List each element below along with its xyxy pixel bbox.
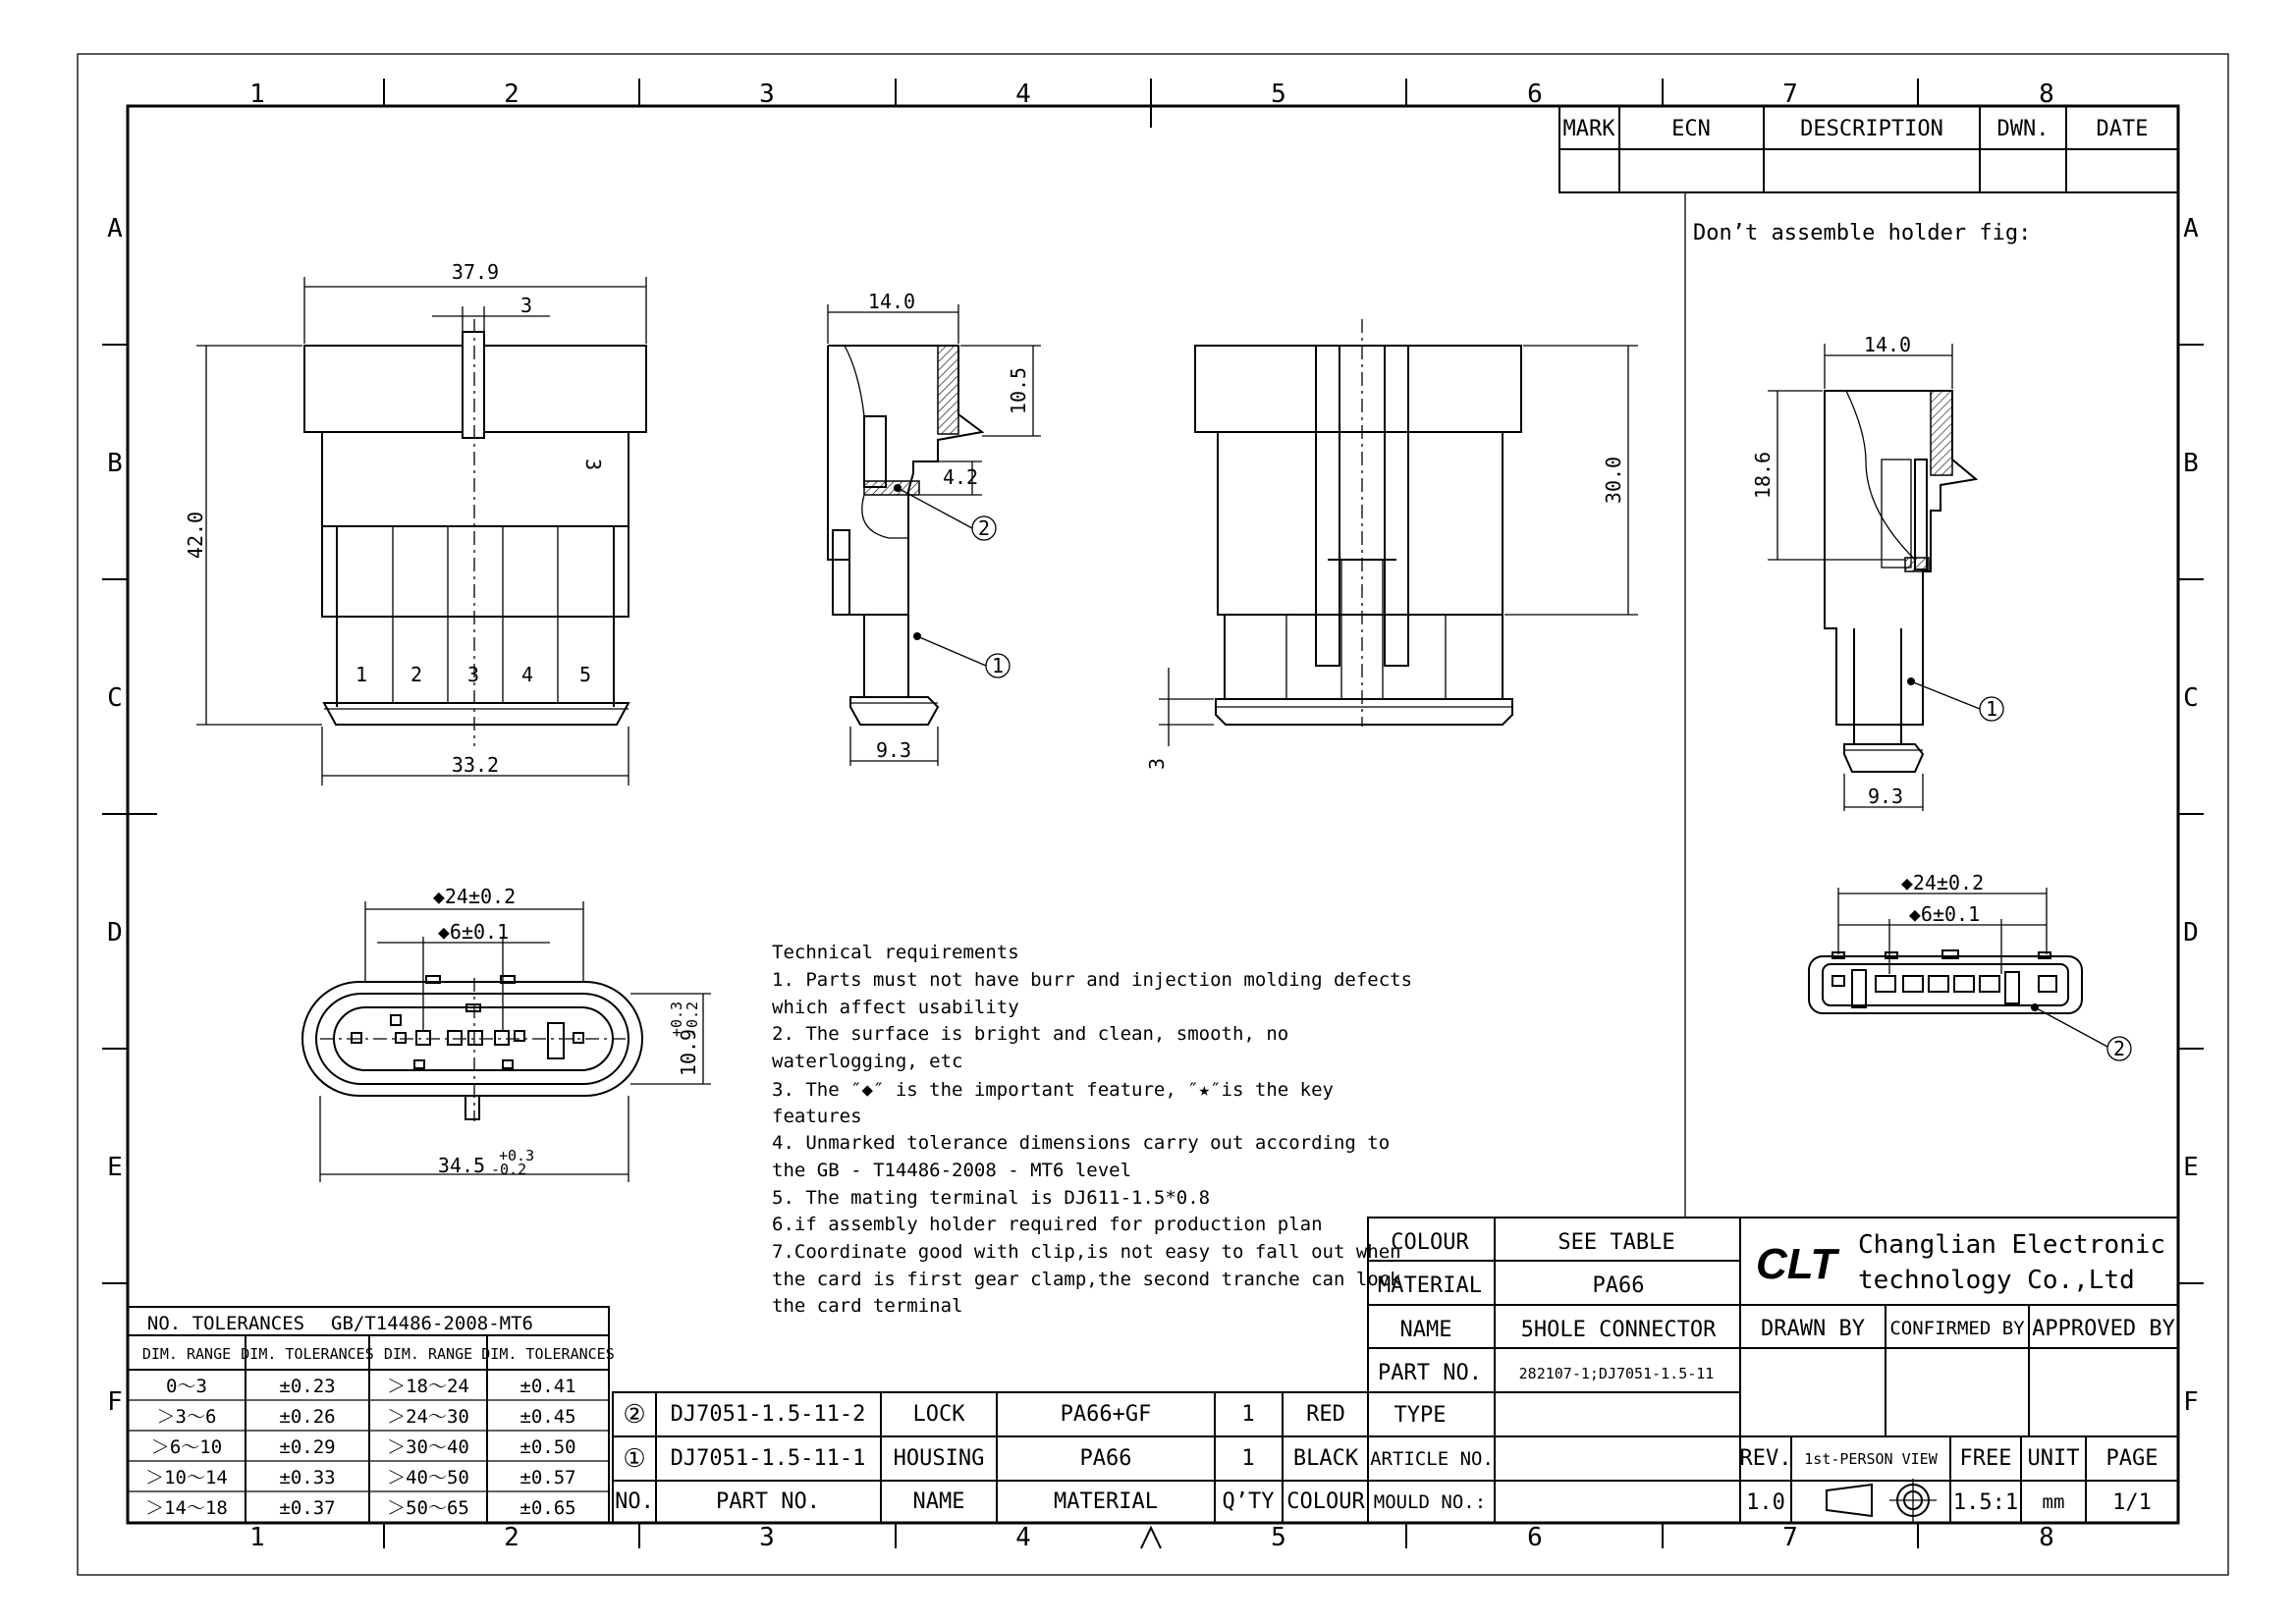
holder-view xyxy=(1751,333,2003,811)
col-label-1-bottom: 1 xyxy=(249,1523,265,1552)
technical-requirements xyxy=(772,942,1412,1317)
tol-title-right: GB/T14486-2008-MT6 xyxy=(331,1313,533,1334)
dim-side-right: 10.5 xyxy=(1007,366,1030,415)
pin-label-4: 4 xyxy=(520,663,534,686)
col-label-3: 3 xyxy=(759,80,775,109)
tech-req-line-2: which affect usability xyxy=(772,997,1019,1018)
col-label-2-bottom: 2 xyxy=(504,1523,519,1552)
dim-front-width: 37.9 xyxy=(451,260,500,284)
tb-approved-by: APPROVED BY xyxy=(2032,1317,2175,1341)
callout-1-holder: 1 xyxy=(1985,697,1998,721)
tb-free-label: FREE xyxy=(1959,1446,2012,1471)
tb-material-label: MATERIAL xyxy=(1378,1273,1482,1298)
row-label-a-right: A xyxy=(2183,214,2199,244)
col-label-5-bottom: 5 xyxy=(1271,1523,1286,1552)
tb-colour-value: SEE TABLE xyxy=(1558,1230,1675,1255)
bom-row-1-part: DJ7051-1.5-11-2 xyxy=(670,1402,866,1427)
tb-rev-label: REV. xyxy=(1739,1446,1792,1471)
tol-row-4-range-1: ＞10～14 xyxy=(145,1467,228,1489)
tb-partno-value: 282107-1;DJ7051-1.5-11 xyxy=(1518,1365,1715,1382)
col-label-8-bottom: 8 xyxy=(2039,1523,2054,1552)
tech-req-line-7: 4. Unmarked tolerance dimensions carry out according to xyxy=(772,1132,1391,1154)
tech-req-line-1: 1. Parts must not have burr and injection molding defects xyxy=(772,969,1413,991)
bom-row-2-part: DJ7051-1.5-11-1 xyxy=(670,1446,866,1471)
tol-row-5-tol-1: ±0.37 xyxy=(279,1497,336,1519)
tech-req-line-12: the card is first gear clamp,the second tranche can lock xyxy=(772,1269,1401,1290)
bom-row-1-no: ② xyxy=(623,1400,646,1430)
row-label-f-right: F xyxy=(2183,1387,2199,1417)
callout-2-holder: 2 xyxy=(2112,1037,2126,1060)
tol-header-tol-2: DIM. TOLERANCES xyxy=(481,1345,615,1363)
dim-side-bottom: 9.3 xyxy=(875,738,912,762)
col-label-1: 1 xyxy=(249,80,265,109)
side-view xyxy=(828,290,1041,766)
dim-face-width-tol-plus: +0.3 xyxy=(499,1147,535,1164)
rev-header-ecn: ECN xyxy=(1671,117,1711,141)
dim-face-inner: ◆6±0.1 xyxy=(437,920,510,944)
row-label-c: C xyxy=(107,683,123,713)
tb-scale-value: 1.5:1 xyxy=(1952,1490,2019,1515)
bom-row-1-name: LOCK xyxy=(912,1402,965,1427)
bom-table xyxy=(613,1392,1368,1523)
bom-row-1-qty: 1 xyxy=(1241,1402,1255,1427)
tb-partno-label: PART NO. xyxy=(1378,1361,1482,1385)
bom-header-no: NO. xyxy=(615,1489,654,1514)
dim-holder-left: 18.6 xyxy=(1751,451,1775,500)
dim-face-height-tol-minus: -0.2 xyxy=(683,1001,701,1038)
tb-view-label: 1st-PERSON VIEW xyxy=(1804,1450,1938,1468)
row-label-d: D xyxy=(107,918,123,947)
tb-page-label: PAGE xyxy=(2105,1446,2159,1471)
company-name-line-1: Changlian Electronic xyxy=(1858,1230,2166,1260)
title-block xyxy=(1368,1218,2178,1523)
tol-row-5-range-1: ＞14～18 xyxy=(145,1497,228,1519)
tech-req-line-6: features xyxy=(772,1106,862,1127)
col-label-7-bottom: 7 xyxy=(1782,1523,1798,1552)
dim-front-height: 42.0 xyxy=(184,511,207,560)
row-label-f: F xyxy=(107,1387,123,1417)
tech-req-line-10: 6.if assembly holder required for production plan xyxy=(772,1214,1323,1235)
dim-face2-inner: ◆6±0.1 xyxy=(1908,902,1981,926)
tol-header-range-2: DIM. RANGE xyxy=(383,1345,473,1363)
bom-row-1-material: PA66+GF xyxy=(1060,1402,1152,1427)
dim-side-top: 14.0 xyxy=(867,290,916,313)
revision-table xyxy=(1559,106,2178,192)
row-label-b: B xyxy=(107,449,123,478)
tech-req-line-13: the card terminal xyxy=(772,1295,963,1317)
pin-label-3: 3 xyxy=(466,663,480,686)
rev-header-description: DESCRIPTION xyxy=(1800,117,1943,141)
pin-label-2: 2 xyxy=(410,663,423,686)
col-label-8: 8 xyxy=(2039,80,2054,109)
tb-colour-label: COLOUR xyxy=(1391,1230,1469,1255)
dim-face-width: 34.5 xyxy=(437,1154,486,1177)
bom-row-2-name: HOUSING xyxy=(893,1446,985,1471)
tol-row-1-range-2: ＞18～24 xyxy=(387,1376,469,1397)
callout-2-side: 2 xyxy=(977,516,991,540)
tol-row-5-tol-2: ±0.65 xyxy=(519,1497,576,1519)
tol-row-3-range-2: ＞30～40 xyxy=(387,1436,469,1458)
tech-req-line-3: 2. The surface is bright and clean, smooth, no xyxy=(772,1023,1289,1045)
col-label-7: 7 xyxy=(1782,80,1798,109)
center-mark-icon xyxy=(1141,1528,1161,1548)
dim-front-slot: 3 xyxy=(519,294,533,317)
dim-front-bottom-width: 33.2 xyxy=(451,753,500,777)
tb-unit-value: mm xyxy=(2042,1491,2065,1513)
row-label-a: A xyxy=(107,214,123,244)
dim-side-gap: 4.2 xyxy=(942,465,979,489)
row-label-e: E xyxy=(107,1153,123,1182)
tb-name-value: 5HOLE CONNECTOR xyxy=(1520,1318,1717,1342)
bom-header-part: PART NO. xyxy=(716,1489,820,1514)
tech-req-line-5: 3. The ″◆″ is the important feature, ″★″is the key xyxy=(772,1079,1334,1101)
tb-rev-value: 1.0 xyxy=(1746,1490,1785,1515)
tb-unit-label: UNIT xyxy=(2027,1446,2080,1471)
tech-req-title: Technical requirements xyxy=(772,942,1019,963)
tol-row-4-range-2: ＞40～50 xyxy=(387,1467,469,1489)
row-label-c-right: C xyxy=(2183,683,2199,713)
front-inner-mark: 3 xyxy=(581,458,605,471)
tol-row-1-tol-1: ±0.23 xyxy=(279,1376,336,1397)
pin-label-1: 1 xyxy=(355,663,368,686)
dim-back-height: 30.0 xyxy=(1602,456,1625,505)
dim-face-height: 10.9 xyxy=(677,1028,700,1077)
tolerance-table xyxy=(128,1307,615,1523)
tol-row-4-tol-2: ±0.57 xyxy=(519,1467,576,1489)
tol-header-tol-1: DIM. TOLERANCES xyxy=(241,1345,374,1363)
tech-req-line-11: 7.Coordinate good with clip,is not easy to fall out when xyxy=(772,1241,1401,1263)
col-label-5: 5 xyxy=(1271,80,1286,109)
col-label-3-bottom: 3 xyxy=(759,1523,775,1552)
bom-row-1-colour: RED xyxy=(1306,1402,1345,1427)
tol-row-2-range-2: ＞24～30 xyxy=(387,1406,469,1428)
front-view xyxy=(184,260,646,785)
face-view xyxy=(302,885,711,1182)
col-label-6-bottom: 6 xyxy=(1527,1523,1543,1552)
dim-back-step: 3 xyxy=(1145,757,1169,771)
tb-mould-label: MOULD NO.: xyxy=(1373,1491,1487,1513)
tb-type-label: TYPE xyxy=(1394,1403,1447,1428)
company-name-line-2: technology Co.,Ltd xyxy=(1858,1266,2135,1295)
tech-req-line-4: waterlogging, etc xyxy=(772,1051,963,1072)
bom-header-qty: Q’TY xyxy=(1222,1489,1275,1514)
tol-row-2-tol-2: ±0.45 xyxy=(519,1406,576,1428)
col-label-2: 2 xyxy=(504,80,519,109)
tol-row-2-tol-1: ±0.26 xyxy=(279,1406,336,1428)
tol-row-2-range-1: ＞3～6 xyxy=(156,1406,217,1428)
dim-face-height-tol-plus: +0.3 xyxy=(668,1001,685,1038)
tb-material-value: PA66 xyxy=(1592,1273,1645,1298)
row-label-b-right: B xyxy=(2183,449,2199,478)
tol-row-4-tol-1: ±0.33 xyxy=(279,1467,336,1489)
col-label-4: 4 xyxy=(1015,80,1031,109)
rev-header-dwn: DWN. xyxy=(1996,117,2050,141)
tb-drawn-by: DRAWN BY xyxy=(1761,1317,1865,1341)
face-view-holder xyxy=(1809,871,2131,1060)
dim-holder-top: 14.0 xyxy=(1863,333,1912,356)
tech-req-line-8: the GB - T14486-2008 - MT6 level xyxy=(772,1160,1132,1181)
dim-face2-outer: ◆24±0.2 xyxy=(1900,871,1985,894)
tol-row-5-range-2: ＞50～65 xyxy=(387,1497,469,1519)
first-angle-projection-icon xyxy=(1827,1479,1937,1522)
bom-header-name: NAME xyxy=(912,1489,965,1514)
tol-title-left: NO. TOLERANCES xyxy=(146,1313,305,1334)
bom-row-2-colour: BLACK xyxy=(1292,1446,1359,1471)
tol-row-3-tol-1: ±0.29 xyxy=(279,1436,336,1458)
bom-header-colour: COLOUR xyxy=(1286,1489,1365,1514)
dim-holder-bottom: 9.3 xyxy=(1867,785,1904,808)
side-note: Don’t assemble holder fig: xyxy=(1693,221,2032,245)
tb-confirmed-by: CONFIRMED BY xyxy=(1889,1318,2025,1339)
tb-page-value: 1/1 xyxy=(2112,1490,2152,1515)
bom-row-2-qty: 1 xyxy=(1241,1446,1255,1471)
pin-label-5: 5 xyxy=(578,663,592,686)
rev-header-mark: MARK xyxy=(1562,117,1615,141)
tb-name-label: NAME xyxy=(1399,1318,1452,1342)
tol-row-1-tol-2: ±0.41 xyxy=(519,1376,576,1397)
bom-row-2-no: ① xyxy=(623,1444,646,1474)
tech-req-line-9: 5. The mating terminal is DJ611-1.5*0.8 xyxy=(772,1187,1211,1209)
tol-row-1-range-1: 0～3 xyxy=(166,1376,207,1397)
tol-row-3-range-1: ＞6～10 xyxy=(150,1436,223,1458)
back-view xyxy=(1145,319,1638,770)
row-label-e-right: E xyxy=(2183,1153,2199,1182)
company-logo: CLT xyxy=(1756,1240,1837,1288)
col-label-6: 6 xyxy=(1527,80,1543,109)
tol-row-3-tol-2: ±0.50 xyxy=(519,1436,576,1458)
bom-header-material: MATERIAL xyxy=(1054,1489,1158,1514)
dim-face-outer: ◆24±0.2 xyxy=(432,885,517,908)
rev-header-date: DATE xyxy=(2096,117,2149,141)
row-label-d-right: D xyxy=(2183,918,2199,947)
col-label-4-bottom: 4 xyxy=(1015,1523,1031,1552)
tol-header-range-1: DIM. RANGE xyxy=(141,1345,232,1363)
callout-1-side: 1 xyxy=(991,654,1005,677)
bom-row-2-material: PA66 xyxy=(1079,1446,1132,1471)
tb-article-label: ARTICLE NO. xyxy=(1370,1448,1494,1470)
dim-face-width-tol-minus: -0.2 xyxy=(491,1161,527,1178)
